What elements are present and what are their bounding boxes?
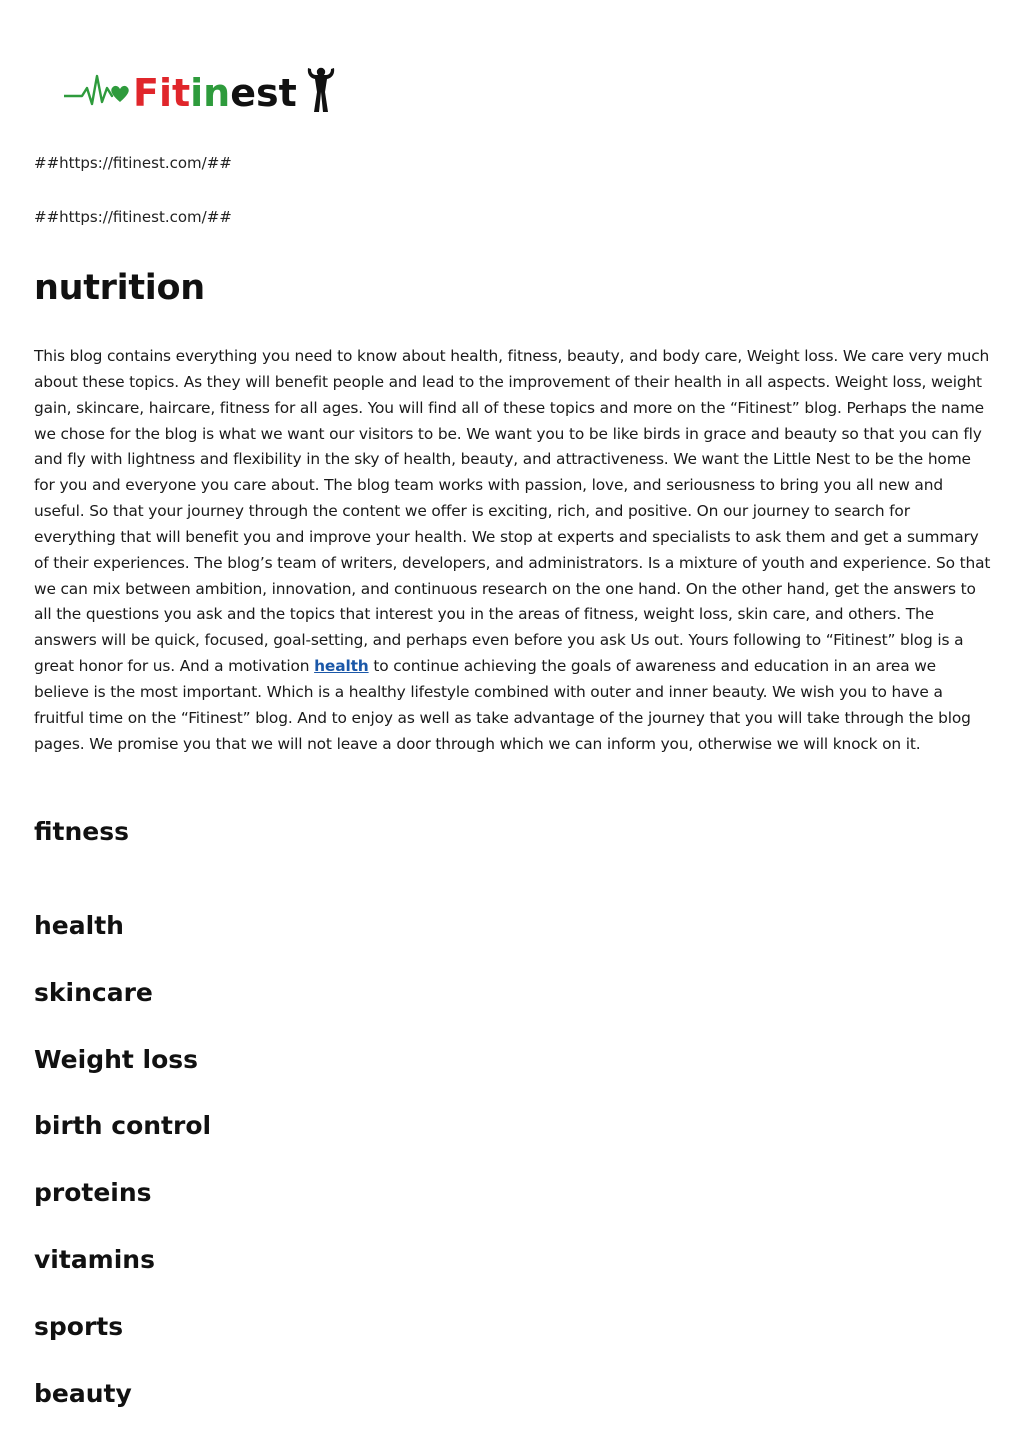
url-text: ##https://fitinest.com/## [34,208,232,226]
logo-fit: Fit [133,71,191,114]
site-logo[interactable] [64,64,336,114]
intro-paragraph [34,344,995,758]
topic-heading-beauty: beauty [34,1379,132,1408]
topic-heading-fitness: fitness [34,817,129,846]
logo-est: est [230,71,297,114]
logo-in: in [190,71,231,114]
topic-heading-birth-control: birth control [34,1111,212,1140]
bodybuilder-icon [308,68,334,112]
topic-heading-vitamins: vitamins [34,1245,155,1274]
health-link[interactable]: health [314,657,369,676]
paragraph-text-end: to continue achieving the goals of awareness and education in an area we believe is the most important. Which is a healthy lifestyle combined with outer and inner beauty. We wish you to have a fruitful time on the “Fitinest” blog. And to enjoy as well as take advantage of the journey that you will take through the blog pages. We promise you that we will not leave a door through which we can inform you, otherwise we will knock on it. [34,657,971,753]
topic-heading-weight-loss: Weight loss [34,1045,199,1074]
fitinest-logo [64,64,336,114]
logo-wordmark [133,71,297,114]
heartbeat-icon [64,76,112,104]
topic-heading-proteins: proteins [34,1178,152,1207]
url-text: ##https://fitinest.com/## [34,154,232,172]
page-title: nutrition [34,268,205,308]
topic-heading-skincare: skincare [34,978,153,1007]
topic-heading-health: health [34,911,124,940]
heart-icon [111,86,128,102]
topic-heading-sports: sports [34,1312,124,1341]
paragraph-text-start: This blog contains everything you need to know about health, fitness, beauty, and body care, Weight loss. We care very much about these topics. As they will benefit people and lead to the improvement of their health in all aspects. Weight loss, weight gain, skincare, haircare, fitness for all ages. You will find all of these topics and more on the “Fitinest” blog. Perhaps the name we chose for the blog is what we want our visitors to be. We want you to be like birds in grace and beauty so that you can fly and fly with lightness and flexibility in the sky of health, beauty, and attractiveness. We want the Little Nest to be the home for you and everyone you care about. The blog team works with passion, love, and seriousness to bring you all new and useful. So that your journey through the content we offer is exciting, rich, and positive. On our journey to search for everything that will benefit you and improve your health. We stop at experts and specialists to ask them and get a summary of their experiences. The blog’s team of writers, developers, and administrators. Is a mixture of youth and experience. So that we can mix between ambition, innovation, and continuous research on the one hand. On the other hand, get the answers to all the questions you ask and the topics that interest you in the areas of fitness, weight loss, skin care, and others. The answers will be quick, focused, goal-setting, and perhaps even before you ask Us out. Yours following to “Fitinest” blog is a great honor for us. And a motivation [34,347,991,676]
